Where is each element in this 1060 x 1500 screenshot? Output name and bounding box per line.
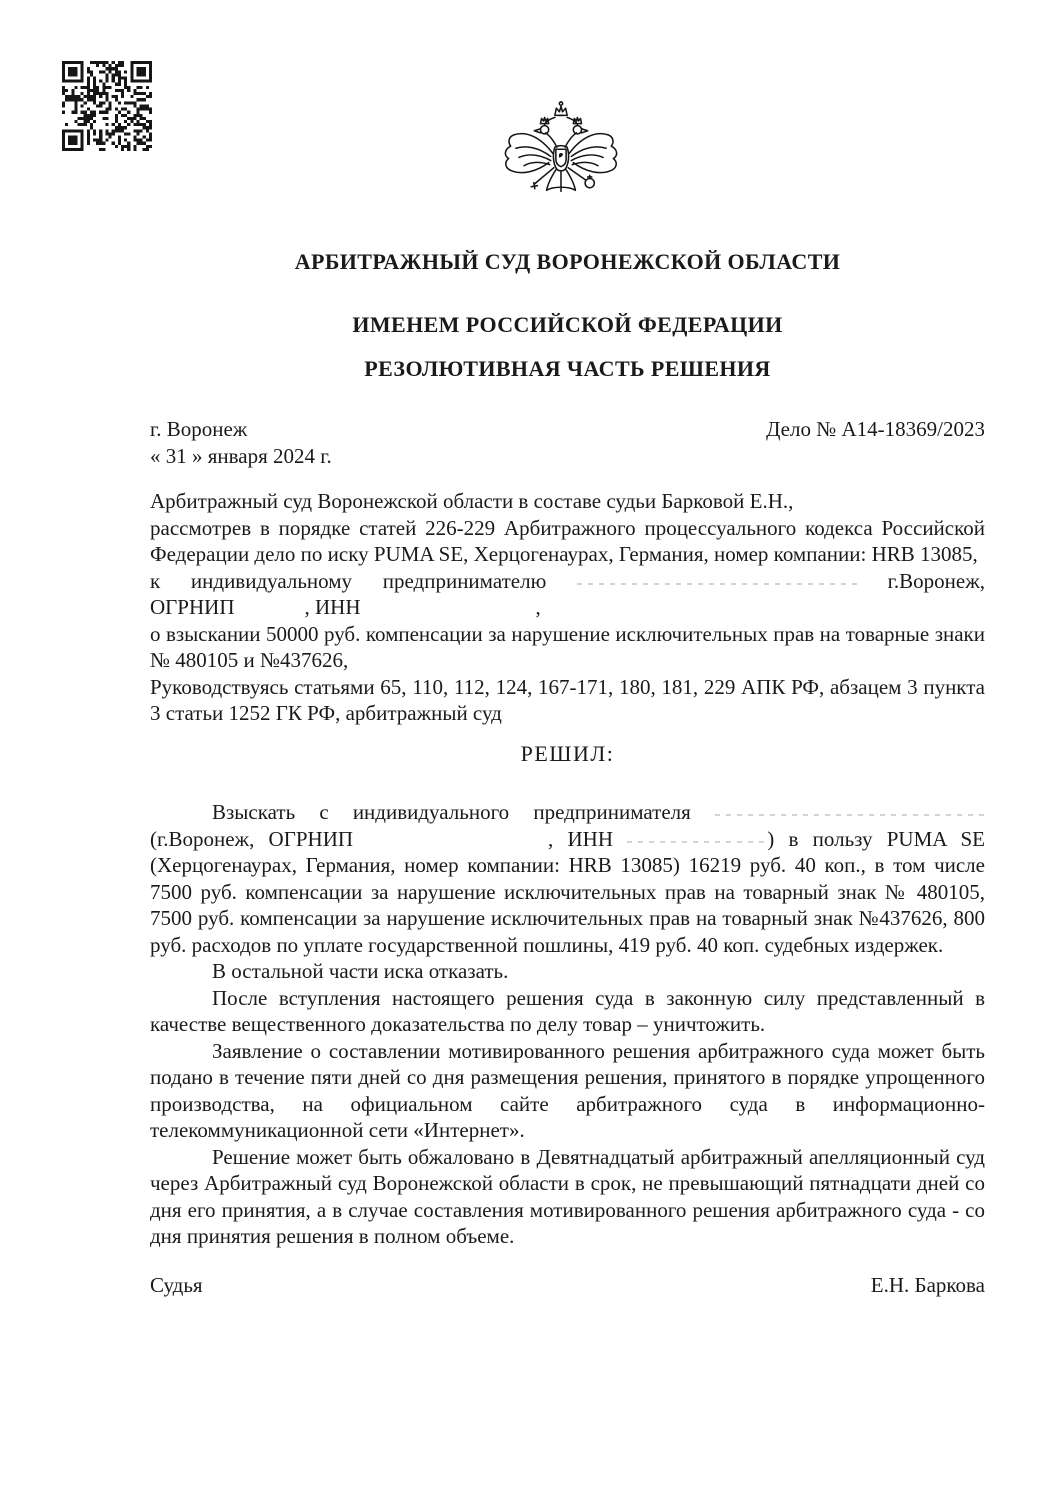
inn-label: , ИНН <box>304 595 361 619</box>
intro-procedure-line: рассмотрев в порядке статей 226-229 Арбитражного процессуального кодекса Российской Федерации дело по иску PUMA SE, Херцогенаурах, Германия, номер компании: HRB 13085, <box>150 515 985 566</box>
intro-claim-line: о взыскании 50000 руб. компенсации за нарушение исключительных прав на товарные знаки № 480105 и №437626, <box>150 621 985 672</box>
redacted-entrepreneur-name-2 <box>715 807 985 819</box>
document-title-heading: РЕЗОЛЮТИВНАЯ ЧАСТЬ РЕШЕНИЯ <box>364 356 771 381</box>
case-number: Дело № А14-18369/2023 <box>766 417 985 441</box>
intro-judge-line: Арбитражный суд Воронежской области в составе судьи Барковой Е.Н., <box>150 489 794 513</box>
recovery-rest-text: ) в пользу PUMA SE (Херцогенаурах, Германия, номер компании: HRB 13085) 16219 руб. 40 коп., в том числе 7500 руб. компенсации за нарушение исключительных прав на товарный знак № 480105, 7500 руб. компенсации за нарушение исключительных прав на товарный знак №437626, 800 руб. расходов по уплате государственной пошлины, 419 руб. 40 коп. судебных издержек. <box>150 826 985 957</box>
operative-paragraph-motivated-decision: Заявление о составлении мотивированного решения арбитражного суда может быть подано в течение пяти дней со дня размещения решения, принятого в порядке упрощенного производства, на официальном сайте арбитражного суда в информационно-телекоммуникационной сети «Интернет». <box>150 1038 985 1142</box>
ogrnip-label: ОГРНИП <box>150 595 235 619</box>
signature-row <box>150 1272 985 1299</box>
redacted-inn-value <box>360 606 535 614</box>
document-body <box>150 248 985 1298</box>
defendant-prefix: к индивидуальному предпринимателю <box>150 568 547 593</box>
intro-defendant-line <box>150 568 985 595</box>
court-name-heading: АРБИТРАЖНЫЙ СУД ВОРОНЕЖСКОЙ ОБЛАСТИ <box>294 249 841 274</box>
inn-text: , ИНН <box>548 826 614 851</box>
case-date-row <box>150 443 985 470</box>
operative-paragraph-recovery <box>150 799 985 958</box>
operative-paragraph-destroy-goods: После вступления настоящего решения суда в законную силу представленный в качестве вещественного доказательства по делу товар – уничтожить. <box>150 985 985 1036</box>
city-ogrnip-text: (г.Воронеж, ОГРНИП <box>150 826 354 851</box>
intro-guided-line: Руководствуясь статьями 65, 110, 112, 124, 167-171, 180, 181, 229 АПК РФ, абзацем 3 пункта 3 статьи 1252 ГК РФ, арбитражный суд <box>150 674 985 725</box>
case-date: « 31 » января 2024 г. <box>150 443 332 468</box>
resolution-heading: РЕШИЛ: <box>520 740 615 766</box>
case-info-row <box>150 416 985 443</box>
intro-ogrnip-inn-line <box>150 594 985 621</box>
recover-text: Взыскать с индивидуального предпринимателя <box>212 800 691 824</box>
case-city: г. Воронеж <box>150 417 248 441</box>
redacted-ogrnip-value <box>234 606 304 614</box>
qr-code <box>62 61 152 151</box>
inn-tail: , <box>535 595 541 619</box>
judge-role-label: Судья <box>150 1272 203 1297</box>
judge-name: Е.Н. Баркова <box>870 1272 985 1297</box>
operative-paragraph-dismiss: В остальной части иска отказать. <box>212 959 509 983</box>
operative-paragraph-appeal: Решение может быть обжаловано в Девятнадцатый арбитражный апелляционный суд через Арбитражный суд Воронежской области в срок, не превышающий пятнадцати дней со дня его принятия, а в случае составления мотивированного решения арбитражного суда - со дня принятия решения в полном объеме. <box>150 1144 985 1248</box>
redacted-entrepreneur-name <box>577 576 857 588</box>
redacted-inn-value-2 <box>627 834 767 846</box>
russian-coat-of-arms-icon <box>499 100 623 218</box>
defendant-city: г.Воронеж, <box>887 568 985 593</box>
in-name-of-federation-heading: ИМЕНЕМ РОССИЙСКОЙ ФЕДЕРАЦИИ <box>352 312 783 337</box>
redacted-ogrnip-value-2 <box>353 838 548 846</box>
